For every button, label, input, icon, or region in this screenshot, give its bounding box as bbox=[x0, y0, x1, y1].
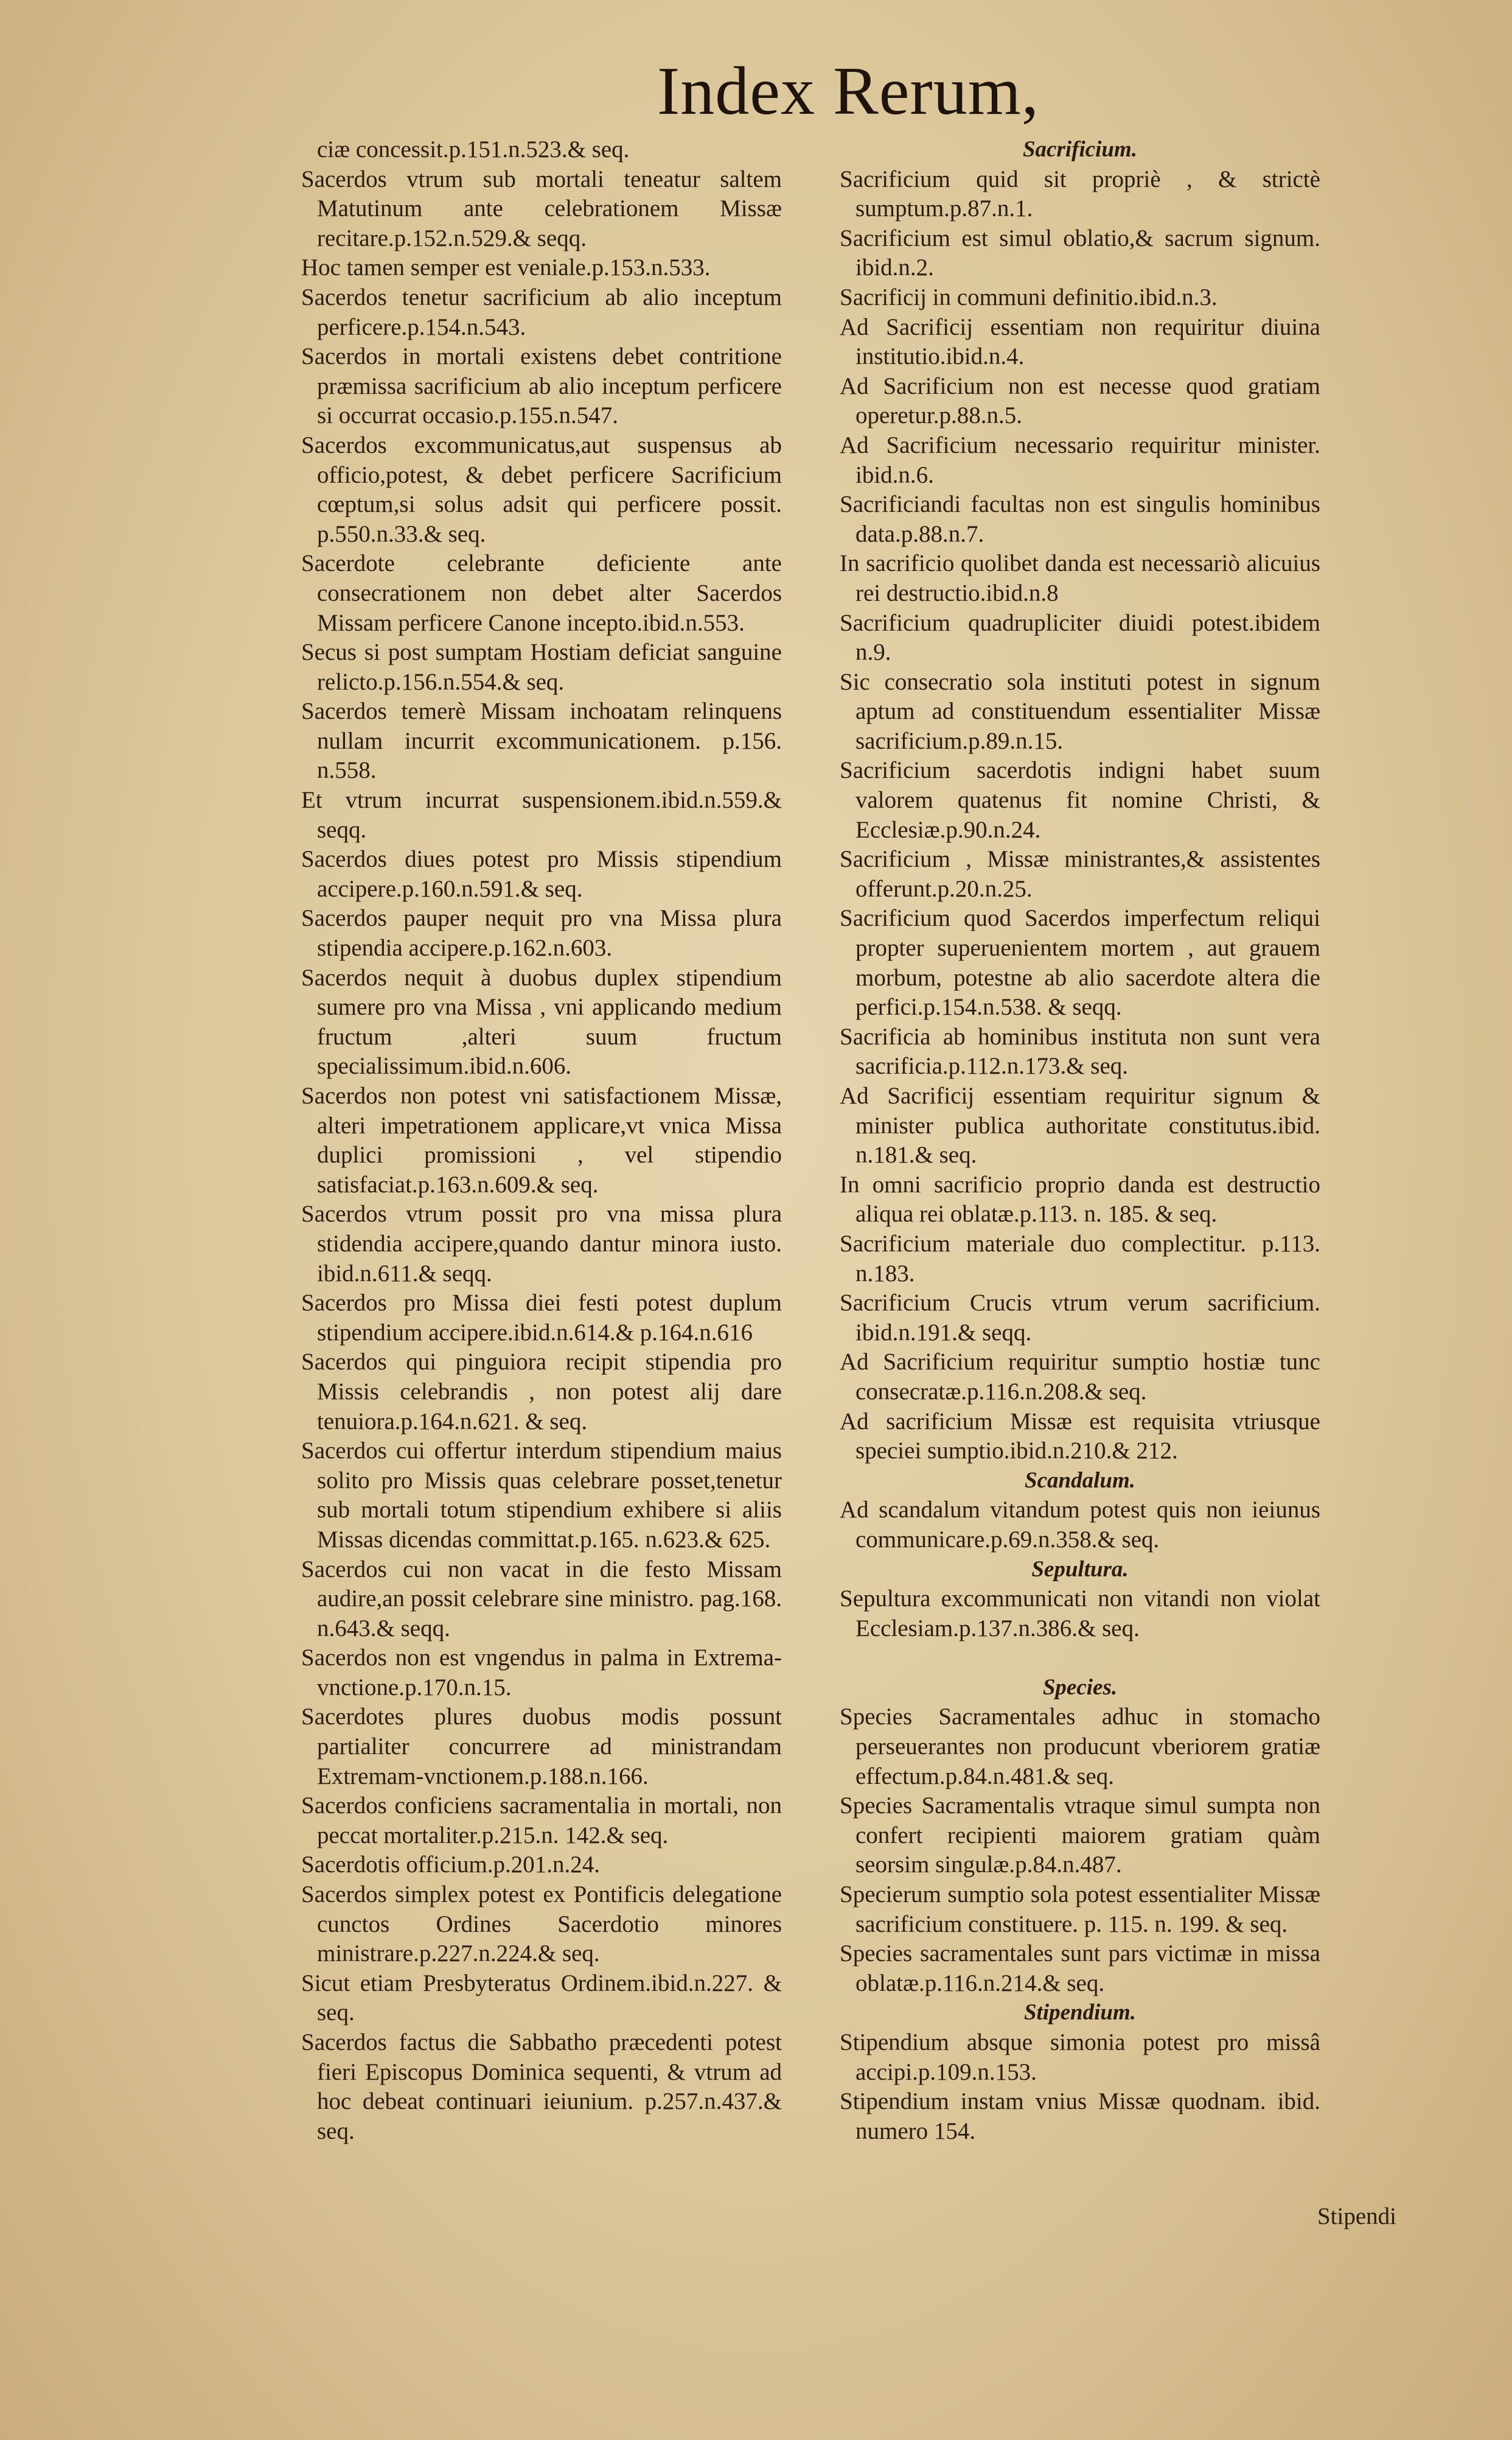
section-heading: Species. bbox=[1042, 1674, 1118, 1700]
index-entry: Sacrificium quid sit propriè , & strictè sumptum.p.87.n.1. bbox=[840, 166, 1320, 222]
index-entry: Sacrificium quod Sacerdos imperfectum reliqui propter superuenientem mortem , aut grauem morbum, potestne ab alio sacerdote altera die perfici.p.154.n.538. & seqq. bbox=[840, 905, 1320, 1021]
index-entry: Sacrificium quadrupliciter diuidi potest.ibidem n.9. bbox=[840, 609, 1320, 666]
index-entry: Sacerdotis officium.p.201.n.24. bbox=[301, 1851, 601, 1878]
index-entry: In omni sacrificio proprio danda est destructio aliqua rei oblatæ.p.113. n. 185. & seq. bbox=[840, 1171, 1320, 1228]
index-entry: Ad scandalum vitandum potest quis non ieiunus communicare.p.69.n.358.& seq. bbox=[840, 1497, 1320, 1553]
section-heading: Sepultura. bbox=[1031, 1556, 1129, 1582]
index-entry: Sacrificium , Missæ ministrantes,& assistentes offerunt.p.20.n.25. bbox=[840, 846, 1320, 902]
index-entry: Ad Sacrificij essentiam requiritur signum & minister publica authoritate constitutus.ibid. n.181.& seq. bbox=[840, 1083, 1320, 1169]
index-entry: Species sacramentales sunt pars victimæ in missa oblatæ.p.116.n.214.& seq. bbox=[840, 1940, 1320, 1996]
index-entry: Species Sacramentalis vtraque simul sumpta non confert recipienti maiorem gratiam quàm seorsim singulæ.p.84.n.487. bbox=[840, 1792, 1320, 1878]
index-entry: In sacrificio quolibet danda est necessariò alicuius rei destructio.ibid.n.8 bbox=[840, 550, 1320, 606]
index-entry: Sacerdos cui offertur interdum stipendium maius solito pro Missis quas celebrare posset,tenetur sub mortali totum stipendium exhibere si aliis Missas dicendas committat.p.165. n.623.& 625. bbox=[301, 1438, 782, 1553]
index-entry: Sacerdos non est vngendus in palma in Extrema-vnctione.p.170.n.15. bbox=[301, 1645, 782, 1701]
index-entry: Sacerdos pauper nequit pro vna Missa plura stipendia accipere.p.162.n.603. bbox=[301, 905, 782, 962]
index-entry: Sacerdos simplex potest ex Pontificis delegatione cunctos Ordines Sacerdotio minores ministrare.p.227.n.224.& seq. bbox=[301, 1881, 782, 1967]
page-title: Index Rerum, bbox=[657, 54, 1039, 129]
index-entry: Et vtrum incurrat suspensionem.ibid.n.559.& seqq. bbox=[301, 787, 782, 843]
index-entry: Sacrificia ab hominibus instituta non sunt vera sacrificia.p.112.n.173.& seq. bbox=[840, 1023, 1320, 1080]
index-entry: Sacerdotes plures duobus modis possunt partialiter concurrere ad ministrandam Extremam-vnctionem.p.188.n.166. bbox=[301, 1704, 782, 1789]
index-entry: Sacrificium materiale duo complectitur. p.113. n.183. bbox=[840, 1230, 1320, 1287]
index-column-right bbox=[840, 135, 1320, 2146]
index-column-left bbox=[301, 135, 782, 2146]
index-entry-continuation: ciæ concessit.p.151.n.523.& seq. bbox=[317, 136, 630, 163]
index-entry: Stipendium instam vnius Missæ quodnam. ibid. numero 154. bbox=[840, 2088, 1320, 2144]
index-entry: Sacerdos diues potest pro Missis stipendium accipere.p.160.n.591.& seq. bbox=[301, 846, 782, 902]
section-heading: Scandalum. bbox=[1025, 1467, 1135, 1493]
index-entry: Ad Sacrificium requiritur sumptio hostiæ tunc consecratæ.p.116.n.208.& seq. bbox=[840, 1349, 1320, 1405]
section-heading: Sacrificium. bbox=[1022, 137, 1138, 162]
catchword: Stipendi bbox=[1317, 2203, 1396, 2229]
index-entry: Sepultura excommunicati non vitandi non violat Ecclesiam.p.137.n.386.& seq. bbox=[840, 1585, 1320, 1641]
index-entry: Secus si post sumptam Hostiam deficiat sanguine relicto.p.156.n.554.& seq. bbox=[301, 639, 782, 695]
index-entry: Species Sacramentales adhuc in stomacho perseuerantes non producunt vberiorem gratiæ effectum.p.84.n.481.& seq. bbox=[840, 1704, 1320, 1789]
index-entry: Sicut etiam Presbyteratus Ordinem.ibid.n.227. & seq. bbox=[301, 1970, 782, 2026]
index-entry: Sacerdos qui pinguiora recipit stipendia pro Missis celebrandis , non potest alij dare tenuiora.p.164.n.621. & seq. bbox=[301, 1349, 782, 1435]
index-entry: Sacerdos pro Missa diei festi potest duplum stipendium accipere.ibid.n.614.& p.164.n.616 bbox=[301, 1290, 782, 1346]
index-entry: Sacerdos temerè Missam inchoatam relinquens nullam incurrit excommunicationem. p.156. n.558. bbox=[301, 698, 782, 784]
index-entry: Ad Sacrificij essentiam non requiritur diuina institutio.ibid.n.4. bbox=[840, 313, 1320, 370]
index-entry: Sacerdos nequit à duobus duplex stipendium sumere pro vna Missa , vni applicando medium fructum ,alteri suum fructum specialissimum.ibid.n.606. bbox=[301, 964, 782, 1080]
index-entry: Sacerdos vtrum sub mortali teneatur saltem Matutinum ante celebrationem Missæ recitare.p.152.n.529.& seqq. bbox=[301, 166, 782, 251]
index-entry: Ad Sacrificium necessario requiritur minister. ibid.n.6. bbox=[840, 432, 1320, 488]
index-entry: Sacerdote celebrante deficiente ante consecrationem non debet alter Sacerdos Missam perficere Canone incepto.ibid.n.553. bbox=[301, 550, 782, 636]
index-entry: Sacerdos vtrum possit pro vna missa plura stidendia accipere,quando dantur minora iusto. ibid.n.611.& seqq. bbox=[301, 1201, 782, 1287]
index-entry: Sacrificium est simul oblatio,& sacrum signum. ibid.n.2. bbox=[840, 225, 1320, 281]
section-heading: Stipendium. bbox=[1023, 2000, 1137, 2026]
index-entry: Sacerdos in mortali existens debet contritione præmissa sacrificium ab alio inceptum perficere si occurrat occasio.p.155.n.547. bbox=[301, 343, 782, 429]
index-entry: Sic consecratio sola instituti potest in signum aptum ad constituendum essentialiter Missæ sacrificium.p.89.n.15. bbox=[840, 668, 1320, 754]
index-entry: Sacerdos conficiens sacramentalia in mortali, non peccat mortaliter.p.215.n. 142.& seq. bbox=[301, 1792, 782, 1848]
index-entry: Sacerdos tenetur sacrificium ab alio inceptum perficere.p.154.n.543. bbox=[301, 284, 782, 340]
index-entry: Sacrificij in communi definitio.ibid.n.3. bbox=[840, 284, 1218, 310]
index-entry: Sacrificiandi facultas non est singulis hominibus data.p.88.n.7. bbox=[840, 491, 1320, 547]
index-entry: Specierum sumptio sola potest essentialiter Missæ sacrificium constituere. p. 115. n. 199. & seq. bbox=[840, 1881, 1320, 1937]
index-entry: Sacrificium sacerdotis indigni habet suum valorem quatenus fit nomine Christi, & Ecclesiæ.p.90.n.24. bbox=[840, 757, 1320, 843]
index-entry: Hoc tamen semper est veniale.p.153.n.533. bbox=[301, 254, 711, 281]
index-entry: Ad Sacrificium non est necesse quod gratiam operetur.p.88.n.5. bbox=[840, 372, 1320, 429]
index-entry: Sacrificium Crucis vtrum verum sacrificium. ibid.n.191.& seqq. bbox=[840, 1290, 1320, 1346]
index-entry: Sacerdos non potest vni satisfactionem Missæ, alteri impetrationem applicare,vt vnica Missa duplici promissioni , vel stipendio satisfaciat.p.163.n.609.& seq. bbox=[301, 1083, 782, 1198]
index-entry: Stipendium absque simonia potest pro missâ accipi.p.109.n.153. bbox=[840, 2029, 1320, 2085]
index-entry: Ad sacrificium Missæ est requisita vtriusque speciei sumptio.ibid.n.210.& 212. bbox=[840, 1408, 1320, 1464]
section-gap bbox=[840, 1643, 1320, 1673]
index-entry: Sacerdos excommunicatus,aut suspensus ab officio,potest, & debet perficere Sacrificium cœptum,si solus adsit qui perficere possit. p.550.n.33.& seq. bbox=[301, 432, 782, 547]
index-entry: Sacerdos cui non vacat in die festo Missam audire,an possit celebrare sine ministro. pag.168. n.643.& seqq. bbox=[301, 1556, 782, 1641]
index-entry: Sacerdos factus die Sabbatho præcedenti potest fieri Episcopus Dominica sequenti, & vtrum ad hoc debeat continuari ieiunium. p.257.n.437.& seq. bbox=[301, 2029, 782, 2144]
